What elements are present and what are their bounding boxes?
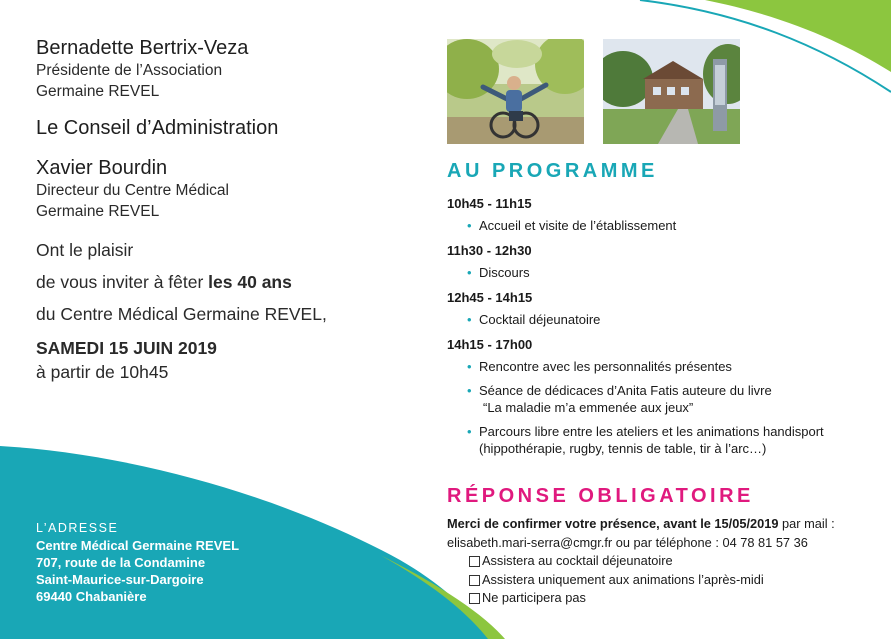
address-block [36, 520, 239, 605]
address-line: Saint-Maurice-sur-Dargoire [36, 572, 204, 587]
photo-wheelchair-park [447, 39, 584, 144]
council-name: Le Conseil d’Administration [36, 117, 279, 139]
invitation-line1: Ont le plaisir [36, 240, 134, 260]
bullet-icon: • [467, 424, 472, 439]
program-schedule [447, 190, 877, 464]
option-cocktail[interactable]: Assistera au cocktail déjeunatoire [447, 552, 877, 571]
bullet-icon: • [467, 359, 472, 374]
invitation-line3: du Centre Médical Germaine REVEL, [36, 304, 327, 324]
program-item: • Cocktail déjeunatoire [467, 312, 601, 327]
slot-time: 11h30 - 12h30 [447, 243, 532, 258]
program-item: • Séance de dédicaces d’Anita Fatis auteure du livre “La maladie m’a emmenée aux jeux” [467, 383, 772, 415]
bullet-icon: • [467, 312, 472, 327]
invitation-text [36, 234, 396, 384]
event-time: à partir de 10h45 [36, 362, 169, 382]
photo-medical-center-building [603, 39, 740, 144]
slot-time: 10h45 - 11h15 [447, 196, 532, 211]
invitation-block [36, 36, 396, 384]
reply-block [447, 515, 877, 608]
invitation-line2 [36, 266, 396, 298]
program-item: • Parcours libre entre les ateliers et les animations handisport (hippothérapie, rugby, tennis de table, tir à l’arc…) [467, 424, 824, 456]
bullet-icon: • [467, 383, 472, 398]
host2-name: Xavier Bourdin [36, 157, 168, 179]
host1-org: Germaine REVEL [36, 83, 160, 100]
host1-name: Bernadette Bertrix-Veza [36, 37, 249, 59]
host1-role: Présidente de l’Association [36, 62, 223, 79]
address-title: L’ADRESSE [36, 521, 119, 535]
bullet-icon: • [467, 218, 472, 233]
checkbox-icon[interactable] [469, 575, 480, 586]
address-line: Centre Médical Germaine REVEL [36, 538, 240, 553]
option-afternoon[interactable]: Assistera uniquement aux animations l’après-midi [447, 571, 877, 590]
slot-time: 12h45 - 14h15 [447, 290, 533, 305]
program-item: • Discours [467, 265, 530, 280]
reply-title: RÉPONSE OBLIGATOIRE [447, 485, 754, 507]
program-title: AU PROGRAMME [447, 160, 658, 182]
program-item: • Rencontre avec les personnalités présentes [467, 359, 732, 374]
slot-time: 14h15 - 17h00 [447, 337, 533, 352]
anniversary-highlight: les 40 ans [208, 272, 292, 292]
checkbox-icon[interactable] [469, 593, 480, 604]
address-line: 707, route de la Condamine [36, 555, 206, 570]
event-date: SAMEDI 15 JUIN 2019 [36, 338, 217, 358]
address-line: 69440 Chabanière [36, 589, 147, 604]
program-item: • Accueil et visite de l’établissement [467, 218, 677, 233]
invitation-line2-prefix: de vous inviter à fêter [36, 272, 209, 292]
option-decline[interactable]: Ne participera pas [447, 589, 877, 608]
host2-org: Germaine REVEL [36, 203, 160, 220]
reply-instructions: Merci de confirmer votre présence, avant le 15/05/2019 par mail : [447, 516, 835, 531]
bullet-icon: • [467, 265, 472, 280]
host2-role: Directeur du Centre Médical [36, 182, 229, 199]
checkbox-icon[interactable] [469, 556, 480, 567]
reply-contact: elisabeth.mari-serra@cmgr.fr ou par téléphone : 04 78 81 57 36 [447, 534, 808, 550]
